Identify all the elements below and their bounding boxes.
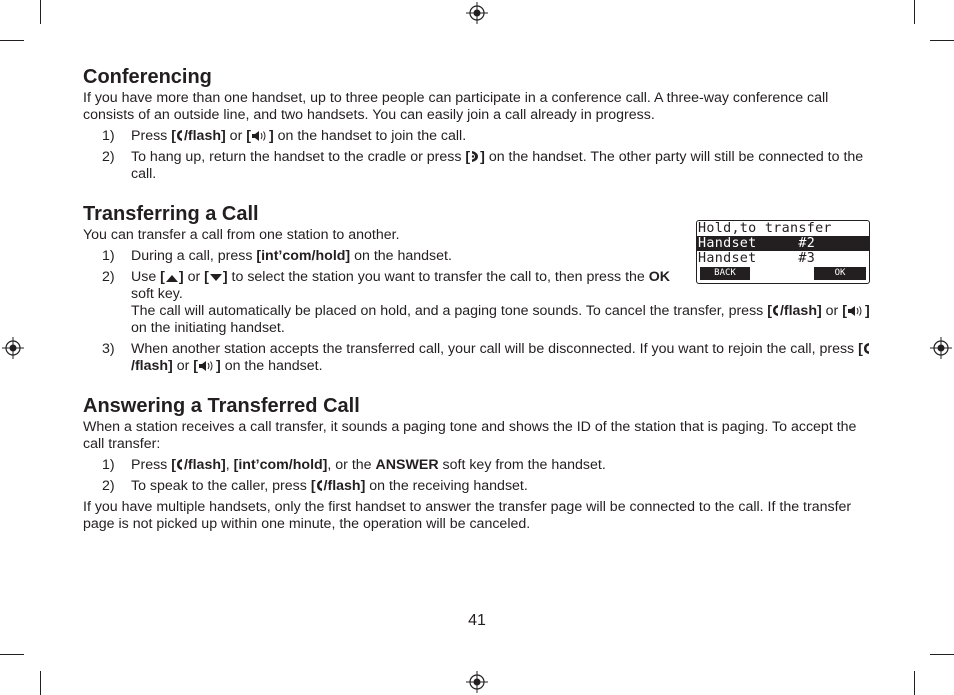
crop-mark	[0, 654, 24, 655]
section-title-conferencing: Conferencing	[83, 66, 212, 88]
manual-page	[83, 64, 873, 533]
talk-flash-icon	[176, 458, 184, 471]
section-title-answering: Answering a Transferred Call	[83, 395, 360, 417]
registration-mark-icon	[2, 337, 24, 359]
crop-mark	[0, 40, 24, 41]
lcd-line-2: Handset #2	[697, 236, 869, 251]
registration-mark-icon	[930, 337, 952, 359]
page-number: 41	[468, 612, 486, 629]
speaker-icon	[251, 130, 269, 142]
lcd-soft-key-ok: OK	[814, 267, 866, 280]
list-item: 2) To speak to the caller, press [ /flash] on the receiving handset.	[102, 478, 528, 494]
list-item: 1) Press [ /flash], [int’com/hold], or the ANSWER soft key from the handset.	[102, 457, 606, 473]
crop-mark	[40, 671, 41, 695]
list-item: 1) During a call, press [int’com/hold] on the handset.	[102, 248, 452, 264]
section-title-transferring: Transferring a Call	[83, 203, 259, 225]
crop-mark	[914, 0, 915, 24]
end-icon	[470, 150, 480, 163]
crop-mark	[930, 654, 954, 655]
registration-mark-icon	[466, 2, 488, 24]
lcd-line-3: Handset #3	[698, 251, 816, 266]
crop-mark	[914, 671, 915, 695]
lcd-display	[696, 220, 870, 284]
talk-flash-icon	[772, 304, 780, 317]
transferring-intro: You can transfer a call from one station to another.	[83, 227, 400, 243]
speaker-icon	[198, 360, 216, 372]
list-item: 2) Use [ ] or [ ] to select the station you want to transfer the call to, then press the OK soft key.	[102, 269, 671, 302]
lcd-line-1: Hold,to transfer	[698, 221, 832, 236]
list-item: 3) When another station accepts the transferred call, your call will be disconnected. If you want to rejoin the call, press [/flash] or [ ] on the handset.	[83, 341, 873, 375]
talk-flash-icon	[176, 129, 184, 142]
answering-intro: When a station receives a call transfer, it sounds a paging tone and shows the ID of the station that is paging. To accept the call transfer:	[83, 419, 857, 452]
lcd-soft-key-back: BACK	[700, 267, 750, 280]
list-item: 1) Press [ /flash] or [ ] on the handset to join the call.	[102, 128, 467, 144]
registration-mark-icon	[466, 671, 488, 693]
crop-mark	[930, 40, 954, 41]
speaker-icon	[847, 305, 865, 317]
talk-flash-icon	[863, 342, 871, 355]
conferencing-intro: If you have more than one handset, up to three people can participate in a conference call. A three-way conference call consists of an outside line, and two handsets. You can easily join a call already in progress.	[83, 90, 829, 123]
talk-flash-icon	[316, 479, 324, 492]
answering-outro: If you have multiple handsets, only the first handset to answer the transfer page will be connected to the call. If the transfer page is not picked up within one minute, the operation will be canceled.	[83, 499, 852, 532]
crop-mark	[40, 0, 41, 24]
list-item: 2) To hang up, return the handset to the cradle or press [ ] on the handset. The other party will still be connected to the call.	[102, 149, 864, 182]
down-arrow-icon	[209, 273, 223, 283]
list-item-continuation: The call will automatically be placed on hold, and a paging tone sounds. To cancel the transfer, press [ /flash] or [ ] on the initiating handset.	[131, 303, 870, 336]
up-arrow-icon	[165, 273, 179, 283]
